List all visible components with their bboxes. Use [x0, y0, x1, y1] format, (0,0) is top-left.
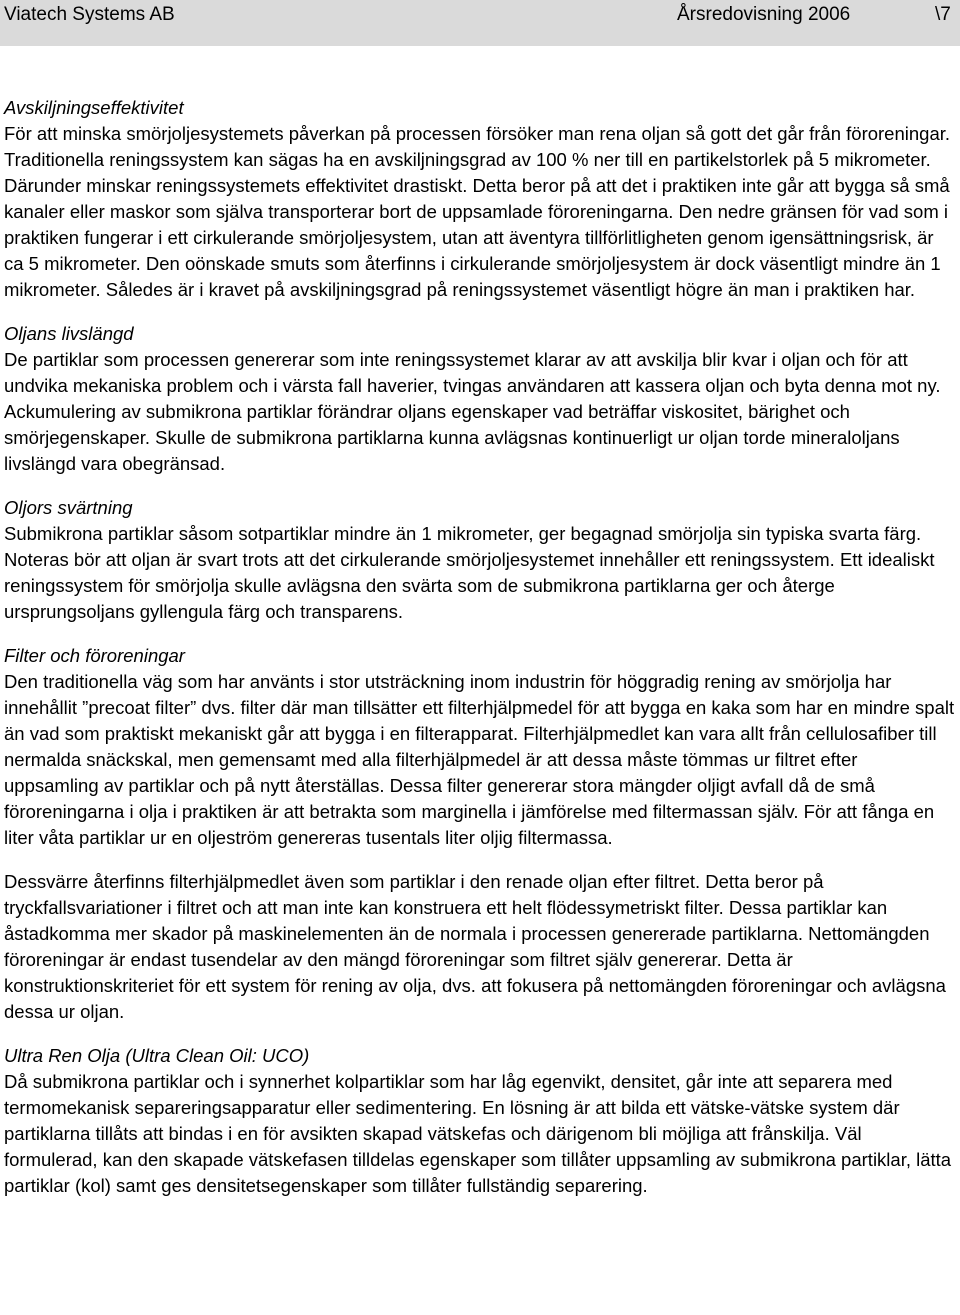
page-header — [0, 0, 960, 46]
section-paragraph: De partiklar som processen genererar som inte reningssystemet klarar av att avskilja blir kvar i oljan och för att undvika mekaniska problem och i värsta fall haverier, tvingas användaren att kassera oljan och byta denna mot ny. Ackumulering av submikrona partiklar förändrar oljans egenskaper vad beträffar viskositet, bärighet och smörjegenskaper. Skulle de submikrona partiklarna kunna avlägsnas kontinuerligt ur oljan torde mineraloljans livslängd vara obegränsad. — [4, 349, 941, 474]
report-title: Årsredovisning 2006 — [677, 4, 851, 25]
page-number: \7 — [935, 4, 951, 25]
section-oljans-livslangd — [4, 321, 956, 477]
section-heading: Oljans livslängd — [4, 323, 134, 344]
section-paragraph: För att minska smörjoljesystemets påverkan på processen försöker man rena oljan så gott det går från föroreningar. Traditionella reningssystem kan sägas ha en avskiljningsgrad av 100 % ner till en partikelstorlek på 5 mikrometer. Därunder minskar reningssystemets effektivitet drastiskt. Detta beror på att det i praktiken inte går att bygga så små kanaler eller maskor som själva transporterar bort de uppsamlade föroreningarna. Den nedre gränsen för vad som i praktiken fungerar i ett cirkulerande smörjoljesystem, utan att äventyra tillförlitligheten genom igensättningsrisk, är ca 5 mikrometer. Den oönskade smuts som återfinns i cirkulerande smörjoljesystem är dock väsentligt mindre än 1 mikrometer. Således är i kravet på avskiljningsgrad på reningssystemet väsentligt högre än man i praktiken har. — [4, 123, 951, 300]
section-oljors-svartning — [4, 495, 956, 625]
section-paragraph: Då submikrona partiklar och i synnerhet kolpartiklar som har låg egenvikt, densitet, går inte att separera med termomekanisk separeringsapparatur eller sedimentering. En lösning är att bilda ett vätske-vätske system där partiklarna tillåts att bindas i en för avsikten skapad vätskefas och därigenom bli möjliga att frånskilja. Väl formulerad, kan den skapade vätskefasen tilldelas egenskaper som tillåter uppsamling av submikrona partiklar, lätta partiklar (kol) samt ges densitetsegenskaper som tillåter fullständig separering. — [4, 1071, 952, 1196]
section-heading: Filter och föroreningar — [4, 645, 185, 666]
section-filter-och-fororeningar — [4, 643, 956, 851]
section-avskiljningseffektivitet — [4, 95, 956, 303]
section-filterhjalpmedel-continued — [4, 869, 956, 1025]
section-ultra-ren-olja — [4, 1043, 956, 1199]
section-heading: Oljors svärtning — [4, 497, 133, 518]
section-heading: Avskiljningseffektivitet — [4, 97, 184, 118]
section-paragraph: Submikrona partiklar såsom sotpartiklar mindre än 1 mikrometer, ger begagnad smörjolja sin typiska svarta färg. Noteras bör att oljan är svart trots att det cirkulerande smörjoljesystemet innehåller ett reningssystem. Ett idealiskt reningssystem för smörjolja skulle avlägsna den svärta som de submikrona partiklarna ger och återge ursprungsoljans gyllengula färg och transparens. — [4, 523, 935, 622]
section-heading: Ultra Ren Olja (Ultra Clean Oil: UCO) — [4, 1045, 310, 1066]
section-paragraph: Den traditionella väg som har använts i stor utsträckning inom industrin för höggradig rening av smörjolja har innehållit ”precoat filter” dvs. filter där man tillsätter ett filterhjälpmedel för att bygga en kaka som har en mindre spalt än vad som praktiskt mekaniskt går att bygga i en filterapparat. Filterhjälpmedlet kan vara allt från cellulosafiber till nermalda snäckskal, men gemensamt med alla filterhjälpmedel är att dessa måste tömmas ur filtret efter uppsamling av partiklar och på nytt återställas. Dessa filter genererar stora mängder oljigt avfall då de små föroreningarna i olja i praktiken är att betrakta som marginella i jämförelse med filtermassan själv. För att fånga en liter våta partiklar ur en oljeström genereras tusentals liter oljig filtermassa. — [4, 671, 955, 848]
section-paragraph: Dessvärre återfinns filterhjälpmedlet även som partiklar i den renade oljan efter filtret. Detta beror på tryckfallsvariationer i filtret och att man inte kan konstruera ett helt flödessymetriskt filter. Dessa partiklar kan åstadkomma mer skador på maskinelementen än de normala i processen genererade partiklarna. Nettomängden föroreningar är endast tusendelar av den mängd föroreningar som filtret själv genererar. Detta är konstruktionskriteriet för ett system för rening av olja, dvs. att fokusera på nettomängden föroreningar och avlägsna dessa ur oljan. — [4, 871, 946, 1022]
company-name: Viatech Systems AB — [4, 4, 175, 25]
page-content — [4, 95, 956, 1217]
